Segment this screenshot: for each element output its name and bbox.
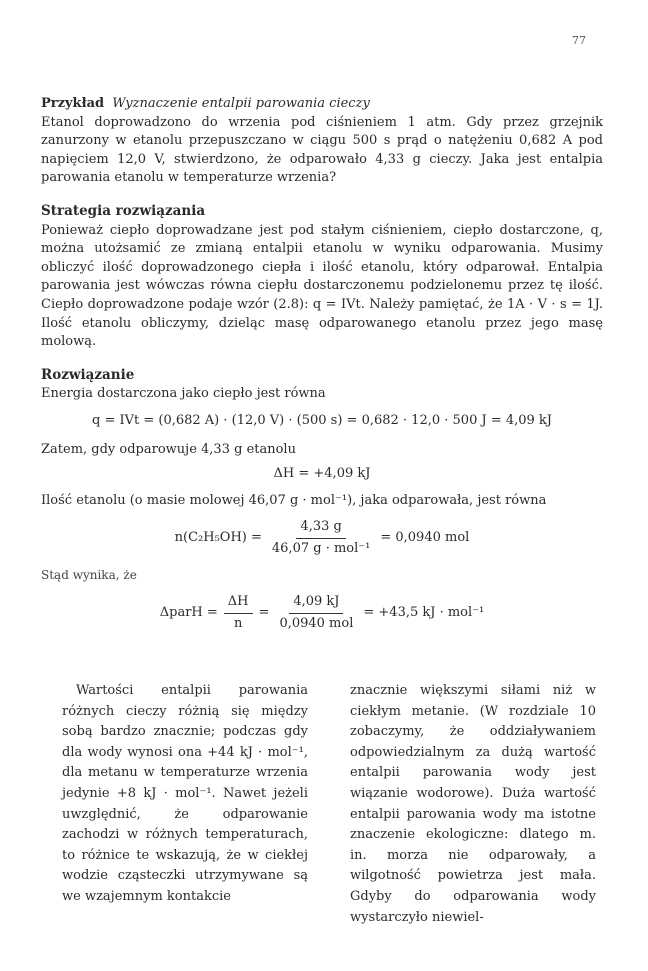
equation-amount — [41, 518, 603, 558]
main-content — [41, 95, 603, 641]
strategy-heading: Strategia rozwiązania — [41, 202, 206, 219]
example-title: Wyznaczenie entalpii parowania cieczy — [112, 96, 370, 111]
fraction-denominator: 46,07 g · mol⁻¹ — [271, 540, 371, 556]
equation-vaporization-lhs: ΔparH = — [159, 604, 218, 620]
equation-vaporization-fraction-1 — [224, 593, 253, 633]
solution-line-1: Energia dostarczona jako ciepło jest równa — [41, 386, 326, 402]
equation-enthalpy: ΔH = +4,09 kJ — [273, 466, 371, 482]
solution-line-4: Stąd wynika, że — [41, 568, 137, 583]
equation-vaporization — [41, 593, 603, 633]
equation-vaporization-fraction-2 — [275, 593, 357, 633]
solution-line-3: Ilość etanolu (o masie molowej 46,07 g · mol⁻¹), jaka odparowała, jest równa — [41, 492, 547, 508]
equation-amount-fraction — [268, 518, 374, 558]
fraction-numerator: 4,33 g — [296, 518, 345, 539]
example-label: Przykład — [41, 96, 105, 111]
two-column-text — [62, 681, 596, 928]
column-left — [62, 681, 308, 928]
solution-line-2: Zatem, gdy odparowuje 4,33 g etanolu — [41, 441, 296, 457]
fraction-denominator: 0,0940 mol — [279, 615, 354, 631]
page-number: 77 — [572, 34, 586, 47]
fraction-numerator: ΔH — [224, 593, 253, 614]
example-header — [41, 95, 603, 114]
strategy-text: Ponieważ ciepło doprowadzane jest pod stałym ciśnieniem, ciepło dostarczone, q, można utożsamić ze zmianą entalpii etanolu w wyniku odparowania. Musimy obliczyć ilość doprowadzonego ciepła i ilość etanolu, który odparował. Entalpia parowania jest wówczas równa ciepłu dostarczonemu podzielonemu przez tę ilość. Ciepło doprowadzone podaje wzór (2.8): q = IVt. Należy pamiętać, że 1A · V · s = 1J. Ilość etanolu obliczymy, dzieląc masę odparowanego etanolu przez jego masę molową. — [41, 222, 603, 350]
equals-sign: = — [258, 604, 270, 620]
fraction-denominator: n — [233, 615, 243, 631]
column-right — [350, 681, 596, 928]
equation-amount-rhs: = 0,0940 mol — [380, 530, 470, 546]
equation-amount-lhs: n(C₂H₅OH) = — [174, 530, 262, 546]
equation-heat: q = IVt = (0,682 A) · (12,0 V) · (500 s) = 0,682 · 12,0 · 500 J = 4,09 kJ — [91, 412, 553, 428]
column-right-text: znacznie większymi siłami niż w ciekłym metanie. (W rozdziale 10 zobaczymy, że oddziaływaniem odpowiedzialnym za dużą wartość entalpii parowania wody jest wiązanie wodorowe). Duża wartość entalpii parowania wody ma istotne znaczenie ekologiczne: dlatego m. in. morza nie odparowały, a wilgotność powietrza jest mała. Gdyby do odparowania wody wystarczyło niewiel- — [350, 683, 596, 925]
fraction-numerator: 4,09 kJ — [289, 593, 343, 614]
column-left-text: Wartości entalpii parowania różnych cieczy różnią się między sobą bardzo znacznie; podczas gdy dla wody wynosi ona +44 kJ · mol⁻¹, dla metanu w temperaturze wrzenia jedynie +8 kJ · mol⁻¹. Nawet jeżeli uwzględnić, że odparowanie zachodzi w różnych temperaturach, to różnice te wskazują, że w ciekłej wodzie cząsteczki utrzymywane są we wzajemnym kontakcie — [62, 683, 308, 904]
solution-heading: Rozwiązanie — [41, 366, 135, 383]
equation-vaporization-rhs: = +43,5 kJ · mol⁻¹ — [363, 604, 485, 620]
example-text: Etanol doprowadzono do wrzenia pod ciśnieniem 1 atm. Gdy przez grzejnik zanurzony w etanolu przepuszczano w ciągu 500 s prąd o natężeniu 0,682 A pod napięciem 12,0 V, stwierdzono, że odparowało 4,33 g cieczy. Jaka jest entalpia parowania etanolu w temperaturze wrzenia? — [41, 114, 603, 186]
